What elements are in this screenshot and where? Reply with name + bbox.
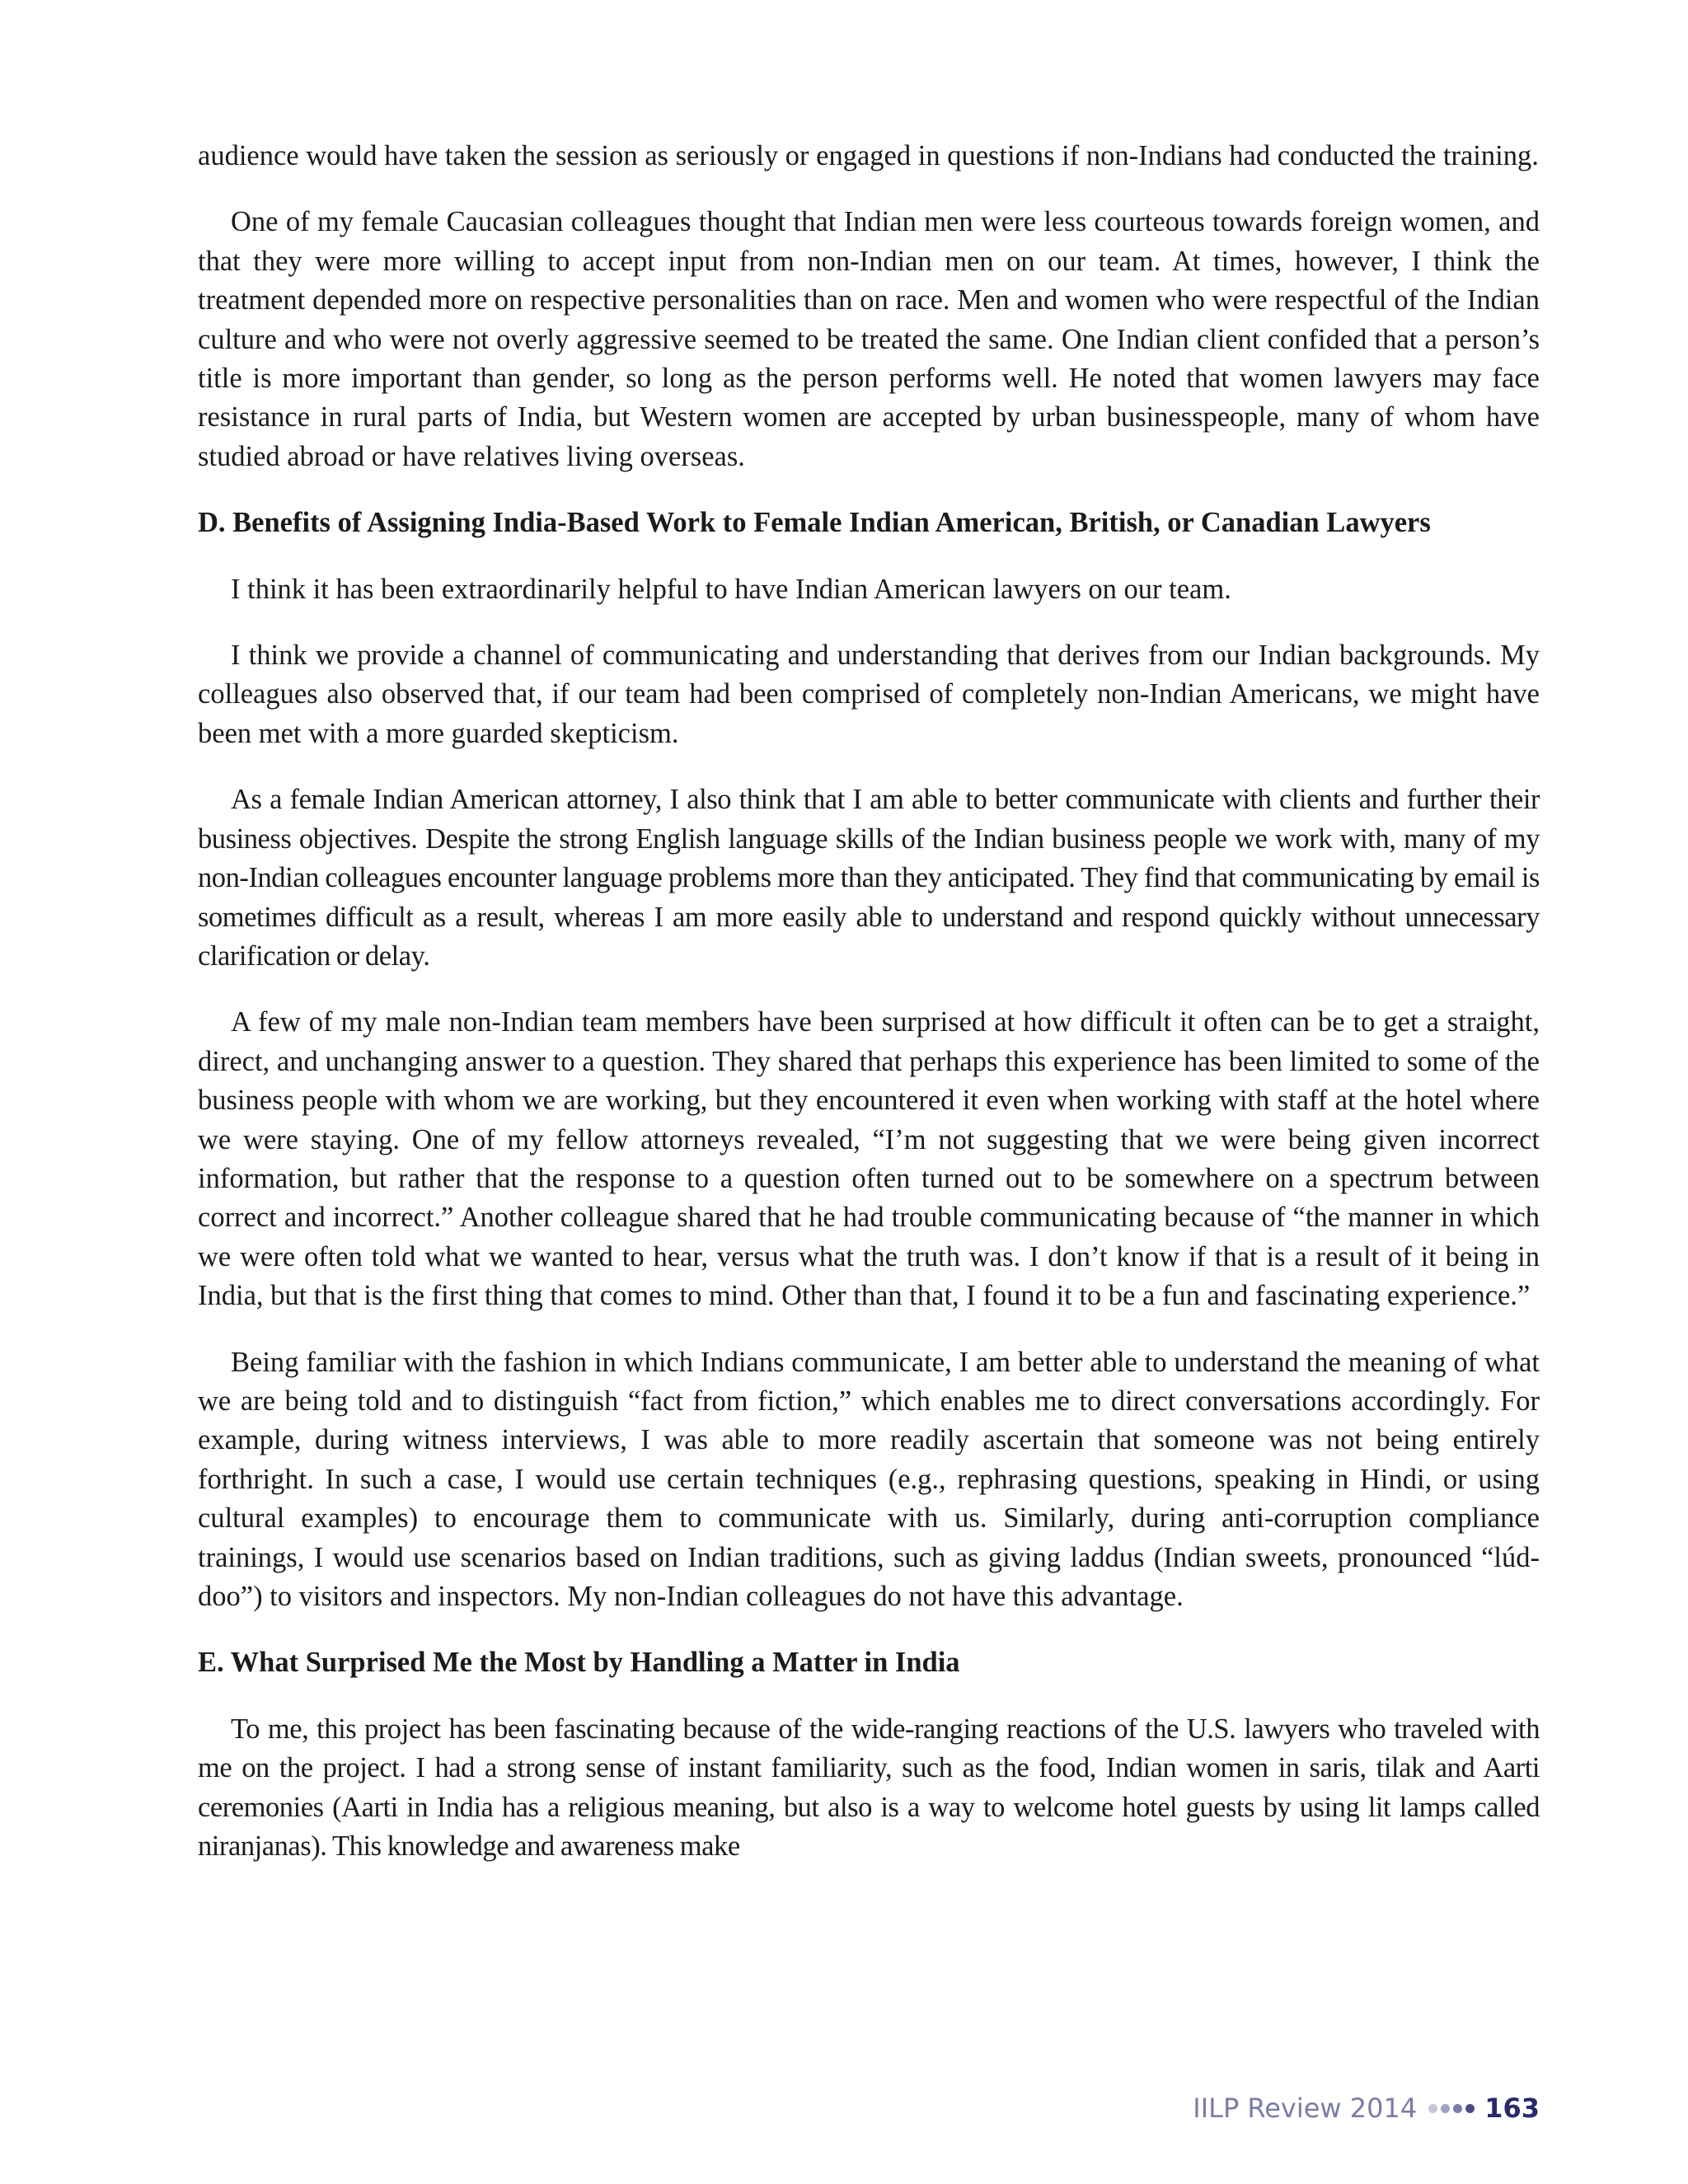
footer-dot-1: [1428, 2104, 1437, 2113]
section-e-paragraph-1: To me, this project has been fascinating because of the wide-ranging reactions of the U.S. lawyers who traveled with me on the project. I had a strong sense of instant familiarity, such as the food, Indian women in saris, tilak and Aarti ceremonies (Aarti in India has a religious meaning, but also is a way to welcome hotel guests by using lit lamps called niranjanas). This knowledge and awareness make: [198, 1713, 1540, 1863]
section-d-paragraph-4: A few of my male non-Indian team members have been surprised at how difficult it often can be to get a straight, direct, and unchanging answer to a question. They shared that perhaps this experience has been limited to some of the business people with whom we are working, but they encountered it even when working with staff at the hotel where we were staying. One of my fellow attorneys revealed, “I’m not suggesting that we were being given incorrect information, but rather that the response to a question often turned out to be somewhere on a spectrum between correct and incorrect.” Another colleague shared that he had trouble communicating because of “the manner in which we were often told what we wanted to hear, versus what the truth was. I don’t know if that is a result of it being in India, but that is the first thing that comes to mind. Other than that, I found it to be a fun and fascinating experience.”: [198, 1006, 1540, 1312]
section-d-paragraph-2: I think we provide a channel of communicating and understanding that derives from our Indian backgrounds. My colleagues also observed that, if our team had been comprised of completely non-Indian Americans, we might have been met with a more guarded skepticism.: [198, 640, 1540, 749]
page-number: 163: [1484, 2093, 1540, 2124]
journal-title: IILP Review 2014: [1193, 2093, 1418, 2124]
footer-dot-2: [1441, 2104, 1450, 2113]
section-d-heading: D. Benefits of Assigning India-Based Work to Female Indian American, British, or Canadian Lawyers: [198, 507, 1431, 539]
paragraph-continuation: audience would have taken the session as seriously or engaged in questions if non-Indians had conducted the training.: [198, 140, 1539, 171]
footer-dot-4: [1465, 2104, 1475, 2113]
section-e-heading: E. What Surprised Me the Most by Handling a Matter in India: [198, 1647, 960, 1679]
footer-dot-3: [1453, 2104, 1462, 2113]
footer-dots-ornament: [1428, 2104, 1475, 2113]
paragraph-caucasian-colleagues: One of my female Caucasian colleagues thought that Indian men were less courteous towards foreign women, and that they were more willing to accept input from non-Indian men on our team. At times, however, I think the treatment depended more on respective personalities than on race. Men and women who were respectful of the Indian culture and who were not overly aggressive seemed to be treated the same. One Indian client confided that a person’s title is more important than gender, so long as the person performs well. He noted that women lawyers may face resistance in rural parts of India, but Western women are accepted by urban businesspeople, many of whom have studied abroad or have relatives living overseas.: [198, 206, 1540, 472]
page-footer: [1193, 2092, 1540, 2125]
section-d-paragraph-5: Being familiar with the fashion in which Indians communicate, I am better able to understand the meaning of what we are being told and to distinguish “fact from fiction,” which enables me to direct conversations accordingly. For example, during witness interviews, I was able to more readily ascertain that someone was not being entirely forthright. In such a case, I would use certain techniques (e.g., rephrasing questions, speaking in Hindi, or using cultural examples) to encourage them to communicate with us. Similarly, during anti-corruption compliance trainings, I would use scenarios based on Indian traditions, such as giving laddus (Indian sweets, pronounced “lúd-doo”) to visitors and inspectors. My non-Indian colleagues do not have this advantage.: [198, 1346, 1540, 1612]
section-d-paragraph-1: I think it has been extraordinarily helpful to have Indian American lawyers on our team.: [231, 573, 1231, 605]
article-body: [198, 137, 1540, 1866]
section-d-paragraph-3: As a female Indian American attorney, I also think that I am able to better communicate with clients and further their business objectives. Despite the strong English language skills of the Indian business people we work with, many of my non-Indian colleagues encounter language problems more than they anticipated. They find that communicating by email is sometimes difficult as a result, whereas I am more easily able to understand and respond quickly without unnecessary clarification or delay.: [198, 784, 1540, 972]
